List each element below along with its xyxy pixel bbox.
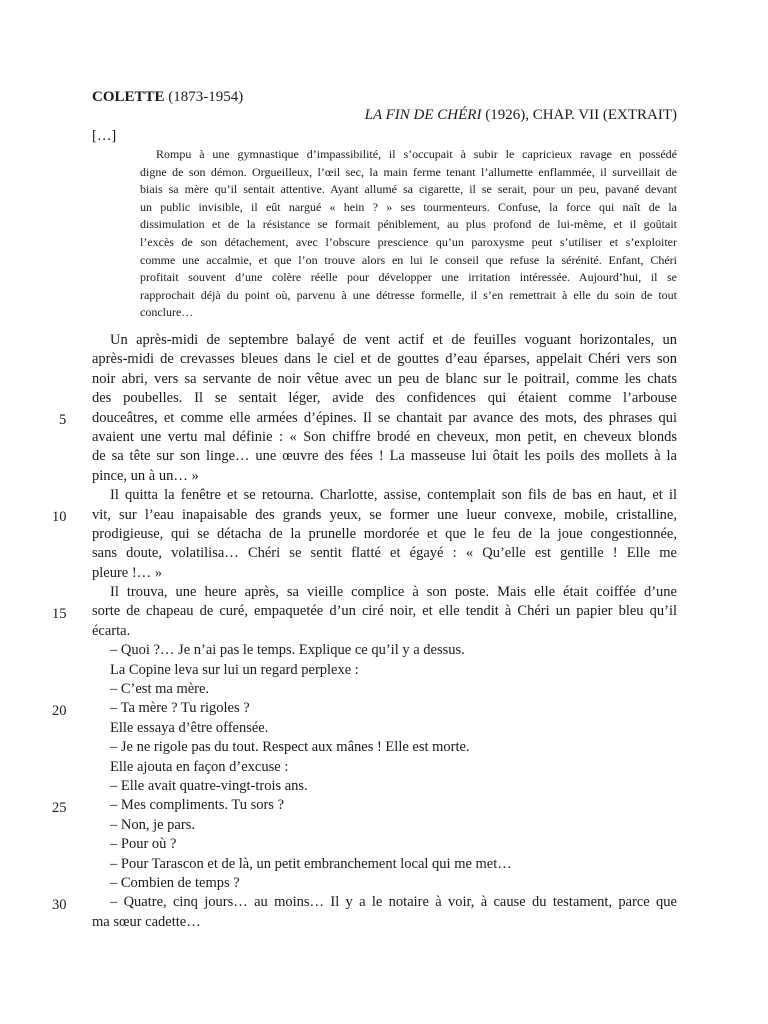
author-name: COLETTE <box>92 89 165 105</box>
text-line: Elle essaya d’être offensée. <box>110 719 269 736</box>
text-line: – Elle avait quatre-vingt-trois ans. <box>110 777 308 794</box>
intro-line: comme une accalmie, et que l’on trouve alors en lui le conseil que refuse la sérénité. Enfant, Chéri <box>140 252 677 267</box>
text-line: pleure !… » <box>92 564 163 581</box>
intro-line: dissimulation et de la résistance se formait péniblement, au plus profond de lui-même, et il goûtait <box>140 217 677 232</box>
text-line: Elle ajouta en façon d’excuse : <box>110 758 289 775</box>
text-line: prodigieuse, qui se détacha de la prunelle mordorée et que le feu de la joue congestionnée, <box>92 525 677 542</box>
main-text <box>92 331 677 932</box>
text-line: – C’est ma mère. <box>110 681 210 698</box>
intro-line: un public invisible, il eût nargué « hein ? » ses tourmenteurs. Confuse, la force qui naît de la <box>140 199 677 214</box>
work-title: LA FIN DE CHÉRI <box>364 107 482 123</box>
chapter-reference: CHAP. VII (EXTRAIT) <box>532 107 677 123</box>
text-line: – Ta mère ? Tu rigoles ? <box>110 700 250 717</box>
intro-line: biais sa mère qu’il sentait attentive. Ayant allumé sa cigarette, il se serait, pour un peu, pavané devant <box>140 182 677 197</box>
text-line: – Je ne rigole pas du tout. Respect aux mânes ! Elle est morte. <box>110 739 470 756</box>
intro-line: profitait souvent d’une colère réelle pour développer une irritation intéressée. Aujourd’hui, il se <box>140 270 677 285</box>
line-number: 15 <box>52 606 67 622</box>
text-line: Il trouva, une heure après, sa vieille complice à son poste. Mais elle était coiffée d’une <box>110 584 677 601</box>
text-line: douceâtres, et comme elle armées d’épines. Il se chantait par avance des mots, des phrases qui <box>92 409 677 426</box>
text-line: après-midi de crevasses bleues dans le ciel et de gouttes d’eau éparses, appelait Chéri vers son <box>92 351 677 368</box>
line-number: 20 <box>52 703 67 719</box>
text-line: vit, sur l’eau inapaisable des grands yeux, se former une lueur convexe, mobile, cristalline, <box>92 506 677 523</box>
text-line: ma sœur cadette… <box>92 913 201 930</box>
text-line: – Combien de temps ? <box>110 874 240 891</box>
text-line: écarta. <box>92 622 131 639</box>
text-line: Un après-midi de septembre balayé de vent actif et de feuilles voguant horizontales, un <box>110 332 677 348</box>
intro-line: digne de son démon. Orgueilleux, l’œil sec, la main ferme tenant l’allumette enflammée, il surveillait de <box>140 164 677 179</box>
line-number: 10 <box>52 509 67 525</box>
text-line: – Pour Tarascon et de là, un petit embranchement local qui me met… <box>110 855 512 872</box>
intro-line: Rompu à une gymnastique d’impassibilité, il s’occupait à subir le capricieux ravage en possédé <box>156 147 677 161</box>
text-line: – Non, je pars. <box>110 816 195 833</box>
text-line: sorte de chapeau de curé, empaquetée d’un ciré noir, et elle tendit à Chéri un papier bleu qu’il <box>92 603 677 620</box>
intro-summary <box>140 146 677 322</box>
line-number: 25 <box>52 800 67 816</box>
text-line: sans doute, volatilisa… Chéri se sentit flatté et égayé : « Qu’elle est gentille ! Elle me <box>92 545 677 562</box>
author-dates: (1873-1954) <box>168 89 244 105</box>
author-heading <box>92 89 243 106</box>
text-line: – Quoi ?… Je n’ai pas le temps. Explique ce qu’il y a dessus. <box>110 642 465 659</box>
source-reference <box>365 107 677 124</box>
work-year: (1926), <box>485 107 529 123</box>
text-line: avaient une vertu mal définie : « Son chiffre brodé en cheveux, mon petit, en cheveux blonds <box>92 428 677 445</box>
omission-marker: […] <box>92 128 117 144</box>
intro-line: l’excès de son détachement, avec l’obscure prescience qu’un paroxysme peut s’utiliser et s’exploiter <box>140 234 677 249</box>
text-line: noir abri, vers sa servante de noir vêtue avec un peu de blanc sur le poitrail, comme les chats <box>92 370 677 387</box>
text-line: Il quitta la fenêtre et se retourna. Charlotte, assise, contemplait son fils de bas en haut, et il <box>110 487 677 504</box>
text-line: – Pour où ? <box>110 836 177 853</box>
text-line: des poubelles. Il se sentait léger, avide des confidences qui étaient comme l’arbouse <box>92 390 677 407</box>
text-line: pince, un à un… » <box>92 467 199 484</box>
intro-line: rapprochait déjà du point où, parvenu à une détresse formelle, il s’en remettrait à elle du soin de tout <box>140 287 677 302</box>
line-number: 5 <box>59 412 67 428</box>
text-line: La Copine leva sur lui un regard perplexe : <box>110 661 359 678</box>
text-line: de sa tête sur son linge… une œuvre des fées ! La masseuse lui ôtait les poils des mollets à la <box>92 448 677 465</box>
line-number: 30 <box>52 897 67 913</box>
intro-line: conclure… <box>140 305 194 320</box>
text-line: – Quatre, cinq jours… au moins… Il y a le notaire à voir, à cause du testament, parce que <box>110 894 677 911</box>
text-line: – Mes compliments. Tu sors ? <box>110 797 285 814</box>
